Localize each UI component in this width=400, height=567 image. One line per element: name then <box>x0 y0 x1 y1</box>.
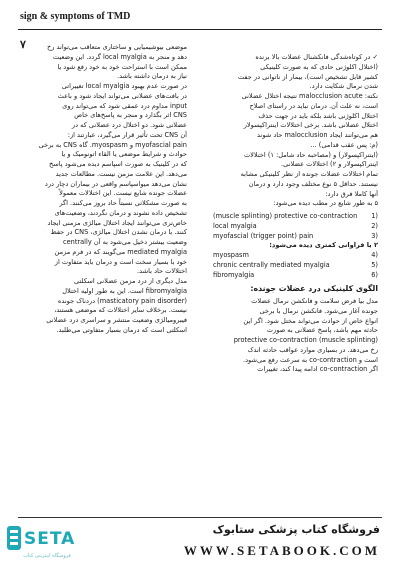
text-line: myofascial pain و myospasm. گاه CNS به برخی <box>38 140 187 149</box>
text-line: خاص‌تری می‌توانند ایجاد اختلال میالژی مزمنی ایجاد <box>47 218 187 227</box>
text-line: وضعیت بیشتر دخیل می‌شود به آن centrally <box>62 238 187 246</box>
text-line: (اینتراکپسولار) و (مصاحبه حاد شامل: ۱) اختلالات <box>243 150 378 159</box>
text-line: ۵ به طور شایع در مطب دیده می‌شود: <box>273 199 378 208</box>
text-line: تشخیص داده نشوند و درمان نگردند، وضعیت‌های <box>54 208 187 217</box>
text-line: fibromyalgia است. این به طور اولیه اختلال <box>62 286 187 295</box>
logo-subtitle: فروشگاه اینترنتی کتاب <box>23 553 71 559</box>
shop-title: فروشگاه کتاب پزشکی ستابوک <box>212 523 380 536</box>
text-line: می‌دهد. این علامت مزمن نیست. مطالعات جدید <box>55 169 187 178</box>
text-line: (masticatory pain disorder) دردناک جونده <box>57 296 187 305</box>
right-column-text <box>213 53 378 209</box>
text-line: مدل دیگری از درد مزمن عضلانی اسکلتی <box>74 277 187 285</box>
footer <box>0 517 400 567</box>
left-column <box>22 43 187 508</box>
list-item-number: 5) <box>371 260 378 269</box>
text-line: که در کلینیک به صورت اسپاسم دیده می‌شود پاسخ <box>49 160 187 168</box>
text-line: است و co-contraction به سرعت رفع می‌شود. <box>243 355 378 364</box>
logo-wordmark: SETA <box>24 529 76 549</box>
list-item-term: fibromyalgia <box>213 270 255 279</box>
text-line: عضلانی شود. دو اختلال درد عضلانی که در <box>71 121 187 129</box>
list-item-term: local myalgia <box>213 221 257 230</box>
list-item <box>213 251 378 261</box>
text-line: input مداوم درد عمقی شود که می‌تواند روی <box>62 101 187 110</box>
text-line: حوادث و شرایط موضعی یا القاء اتونومیک و یا <box>61 150 187 159</box>
text-line: آنها کاملا فرق دارد: <box>325 189 378 198</box>
page-header <box>18 7 382 30</box>
text-line: به صورت مشکلاتی نسبتاً حاد بروز می‌کنند. اگر <box>59 199 187 207</box>
running-title: sign & symptoms of TMD <box>20 11 131 22</box>
list-item-term: myofascial (trigger point) pain <box>213 231 314 240</box>
list-item-number: 4) <box>371 251 378 259</box>
text-line: در بافت‌های عضلانی می‌تواند ایجاد شود و باعث <box>57 91 187 100</box>
list-item-term: myospasm <box>213 251 249 259</box>
section-text <box>213 297 378 375</box>
text-line: CNS اثر بگذارد و منجر به پاسخ‌های خاص <box>74 111 187 120</box>
footer-divider <box>18 517 382 518</box>
text-line: هم می‌توانند ایجاد malocclusion حاد شوند <box>257 131 378 139</box>
text-line: فیبرومیالژی وضعیت منتشر و سراسری درد عضلانی <box>46 316 187 324</box>
text-line: جونده آغاز می‌شود. فانکشن نرمال با برخی <box>259 306 378 315</box>
list-item-term: ۲ یا فراوانی کمتری دیده می‌شود: <box>269 241 378 250</box>
list-item-term: (muscle splinting) protective co-contraction <box>213 212 358 220</box>
list-item-term: chronic centrally mediated myalgia <box>213 260 330 269</box>
text-line: نیستند. حداقل ۵ نوع مختلف وجود دارد و درمان <box>248 179 378 188</box>
text-line: انواع خاص از حوادث می‌تواند مختل شود. اگر این <box>243 316 378 325</box>
text-line: ممکن است با استراحت خود به خود رفع شود یا <box>57 62 187 71</box>
text-line: در صورت عدم بهبود local myalgia تغییراتی <box>61 82 187 90</box>
list-item <box>213 222 378 232</box>
text-line: رخ می‌دهد. در بسیاری موارد عواقب حادثه اندک <box>247 345 378 354</box>
text-line: نکته: malocclusion acute نتیجه اختلال عضلانی <box>241 92 378 100</box>
text-line: اختلالات حاد باشد. <box>137 267 187 276</box>
text-line: ✓ در کوتاه‌شدگی فانکشنال عضلات بالا برنده <box>255 53 378 61</box>
list-item <box>213 261 378 271</box>
text-line: آن CNS تحت تأثیر قرار می‌گیرد، عبارتند از: <box>67 130 187 139</box>
text-line: نیاز به درمان داشته باشد. <box>116 72 187 81</box>
list-item <box>213 232 378 242</box>
text-line: کنند. با درمان نشدن اختلال میالژی، CNS در حفظ <box>50 228 187 237</box>
text-line: حادثه مهم باشد، پاسخ عضلانی به صورت <box>266 326 378 335</box>
muscle-disorder-list <box>213 212 378 280</box>
text-line: نیست. برخلاف سایر اختلالات که موضعی هستند، <box>54 306 187 315</box>
text-line: اختلال اکلوژنی باشد بلکه باید در جهت حذف <box>258 111 378 120</box>
text-line: کشیر قابل تشخیص است)، بیمار از ناتوانی در جفت <box>237 72 378 81</box>
text-line: عضلات جونده شایع نیست. این اختلالات معمولاً <box>59 189 187 198</box>
list-item <box>213 271 378 281</box>
list-item <box>213 212 378 222</box>
list-item-number: 6) <box>371 270 378 279</box>
shop-url-link[interactable]: WWW.SETABOOK.COM <box>183 543 380 558</box>
text-line: نشان می‌دهد میواسپاسم واقعی در بیماران دچار درد <box>44 179 187 188</box>
text-line: است، نه علت آن. درمان نباید در راستای اصلاح <box>249 101 378 110</box>
left-column-text <box>22 43 187 336</box>
text-line: تمام اختلالات عضلات جونده از نظر کلینیکی مشابه <box>240 170 378 178</box>
list-item-number: 3) <box>371 231 378 240</box>
text-line: (اختلال اکلوژنی حادی که به صورت کلینیکی <box>260 62 378 71</box>
text-line: (م: پس عقب قدامی) ... <box>310 140 378 149</box>
section-heading: الگوی کلینیکی درد عضلات جونده: <box>250 284 378 294</box>
text-line: protective co-contraction (muscle splinting) <box>233 336 378 344</box>
text-line: موضعی بیوشیمیایی و ساختاری متعاقب می‌تواند رخ <box>47 43 187 51</box>
text-line: اختلال عضلانی باشد. برخی اختلالات اینتراکپسولار <box>243 121 378 130</box>
text-line: اینتراکپسولار و ۲) اختلالات عضلانی. <box>281 160 378 169</box>
text-line: دهد و منجر به local myalgia گردد. این وضعیت <box>52 52 187 61</box>
text-line: شدن نرمال شکایت دارد. <box>309 82 378 91</box>
list-item-number: 2) <box>371 221 378 230</box>
text-line: خود با بسیار سخت است و درمان باید متفاوت از <box>54 257 187 266</box>
page-number: ٧ <box>20 39 26 51</box>
setabook-logo[interactable] <box>6 524 84 560</box>
text-line: اسکلتی است که درمان بسیار متفاوتی می‌طلبد. <box>56 325 187 334</box>
right-column <box>213 53 378 518</box>
list-item-number: 1) <box>371 212 378 220</box>
text-line: اگر co-contraction ادامه پیدا کند، تغییرات <box>257 365 378 374</box>
text-line: مدل بیا فرض سلامت و فانکشن نرمال عضلات <box>251 297 378 305</box>
text-line: mediated myalgia می‌گویند که در فرم مزمن <box>54 247 187 256</box>
list-item <box>213 241 378 251</box>
